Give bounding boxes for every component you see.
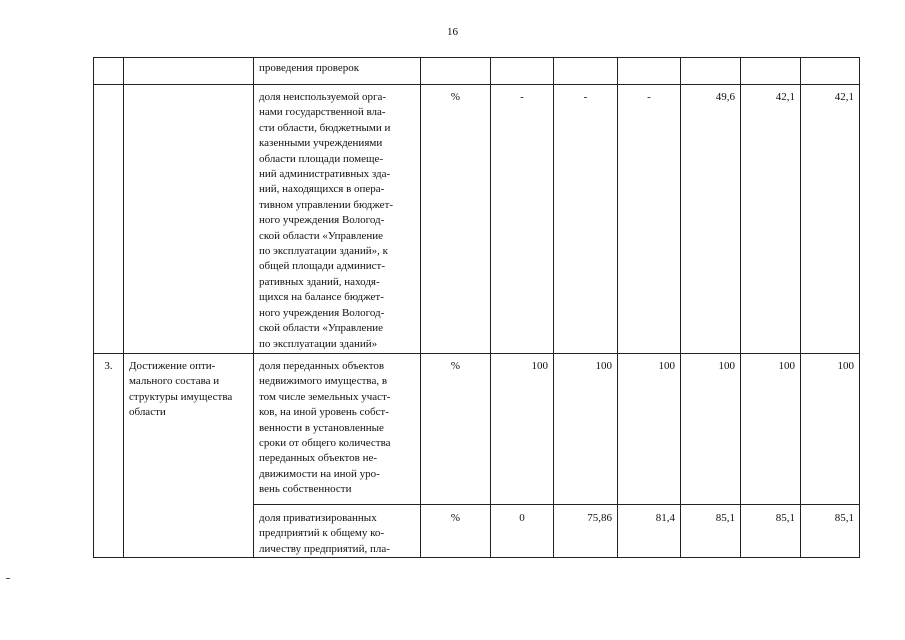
value-cell: 0 [491, 505, 554, 558]
value-cell: 100 [554, 354, 618, 505]
unit-cell: % [421, 354, 491, 505]
value-cell: - [491, 85, 554, 354]
value-cell: 85,1 [741, 505, 801, 558]
value-cell [554, 58, 618, 85]
goal-cell [124, 58, 254, 85]
value-cell [681, 58, 741, 85]
value-cell: 42,1 [801, 85, 860, 354]
goal-cell [124, 85, 254, 354]
indicator-cell: проведения проверок [254, 58, 421, 85]
value-cell [491, 58, 554, 85]
goal-cell: Достижение опти- мального состава и структуры имущества области [124, 354, 254, 558]
value-cell: 42,1 [741, 85, 801, 354]
value-cell: 100 [681, 354, 741, 505]
value-cell: 85,1 [681, 505, 741, 558]
value-cell: - [618, 85, 681, 354]
indicator-cell: доля неиспользуемой орга- нами государственной вла- сти области, бюджетными и казенными учреждениями области площади помеще- ний административных зда- ний, находящихся в опера- тивном управлении бюджет- ного учреждения Вологод- ской области «Управление по эксплуатации зданий», к общей площади админист- ративных зданий, находя- щихся на балансе бюджет- ного учреждения Вологод- ской области «Управление по эксплуатации зданий» [254, 85, 421, 354]
row-number-cell [94, 85, 124, 354]
unit-cell: % [421, 505, 491, 558]
value-cell: 100 [618, 354, 681, 505]
indicator-table [93, 57, 860, 558]
table-row [94, 58, 860, 85]
row-number-cell [94, 58, 124, 85]
value-cell [801, 58, 860, 85]
page-number: 16 [447, 26, 458, 38]
value-cell: - [554, 85, 618, 354]
indicator-cell: доля приватизированных предприятий к общему ко- личеству предприятий, пла- [254, 505, 421, 558]
value-cell: 100 [741, 354, 801, 505]
table-row [94, 85, 860, 354]
value-cell: 49,6 [681, 85, 741, 354]
indicator-cell: доля переданных объектов недвижимого имущества, в том числе земельных участ- ков, на иной уровень собст- венности в установленные сроки от общего количества переданных объектов не- движимости на иной уро- вень собственности [254, 354, 421, 505]
row-number-cell: 3. [94, 354, 124, 558]
table-row [94, 354, 860, 505]
value-cell: 81,4 [618, 505, 681, 558]
value-cell: 75,86 [554, 505, 618, 558]
value-cell: 100 [801, 354, 860, 505]
value-cell: 85,1 [801, 505, 860, 558]
scan-mark [6, 578, 10, 579]
value-cell [741, 58, 801, 85]
unit-cell: % [421, 85, 491, 354]
unit-cell [421, 58, 491, 85]
value-cell [618, 58, 681, 85]
value-cell: 100 [491, 354, 554, 505]
